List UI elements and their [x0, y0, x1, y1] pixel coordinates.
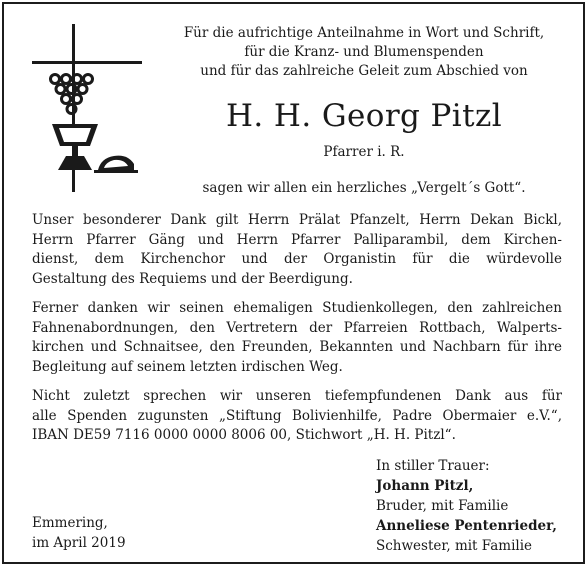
mourners-heading: In stiller Trauer: [376, 458, 490, 474]
paragraph-further-thanks [32, 299, 562, 377]
deceased-role: Pfarrer i. R. [323, 144, 405, 160]
mourner-name: Anneliese Pentenrieder, [376, 518, 557, 534]
intro-text [154, 24, 574, 81]
text-line: Herrn Pfarrer Gäng und Herrn Pfarrer Palliparambil, dem Kirchen- [32, 231, 562, 248]
paragraph-special-thanks [32, 211, 562, 289]
body-text [32, 211, 562, 456]
text-line: IBAN DE59 7116 0000 0000 8006 00, Stichwort „H. H. Pitzl“. [32, 427, 456, 443]
intro-line: für die Kranz- und Blumenspenden [244, 44, 484, 60]
text-line: Fahnenabordnungen, den Vertretern der Pfarreien Rottbach, Walperts- [32, 319, 562, 336]
thanks-line: sagen wir allen ein herzliches „Vergelt´s Gott“. [202, 180, 526, 196]
paragraph-donations [32, 387, 562, 446]
text-line: Begleitung auf seinem letzten irdischen Weg. [32, 358, 343, 375]
mourner-relation: Bruder, mit Familie [376, 498, 509, 514]
text-line: dienst, dem Kirchenchor und der Organistin für die würdevolle [32, 251, 562, 267]
intro-line: Für die aufrichtige Anteilnahme in Wort und Schrift, [183, 25, 545, 41]
mourner-relation: Schwester, mit Familie [376, 538, 533, 554]
text-line: Ferner danken wir seinen ehemaligen Studienkollegen, den zahlreichen [32, 300, 562, 316]
date: im April 2019 [32, 535, 126, 551]
place-date [32, 513, 126, 553]
obituary-notice [2, 2, 585, 564]
deceased-name: H. H. Georg Pitzl [225, 98, 503, 134]
text-line: alle Spenden zugunsten „Stiftung Bolivienhilfe, Padre Obermaier e.V.“, [32, 407, 562, 424]
cross-chalice-grapes-emblem [32, 18, 142, 198]
mourners-block [376, 456, 557, 556]
text-line: Nicht zuletzt sprechen wir unseren tiefempfundenen Dank aus für [32, 388, 562, 404]
text-line: Gestaltung des Requiems und der Beerdigung. [32, 270, 353, 287]
text-line: kirchen und Schnaitsee, den Freunden, Bekannten und Nachbarn für ihre [32, 339, 562, 355]
intro-line: und für das zahlreiche Geleit zum Abschied von [200, 63, 528, 79]
text-line: Unser besonderer Dank gilt Herrn Prälat Pfanzelt, Herrn Dekan Bickl, [32, 212, 562, 228]
place: Emmering, [32, 515, 108, 531]
mourner-name: Johann Pitzl, [376, 478, 474, 494]
